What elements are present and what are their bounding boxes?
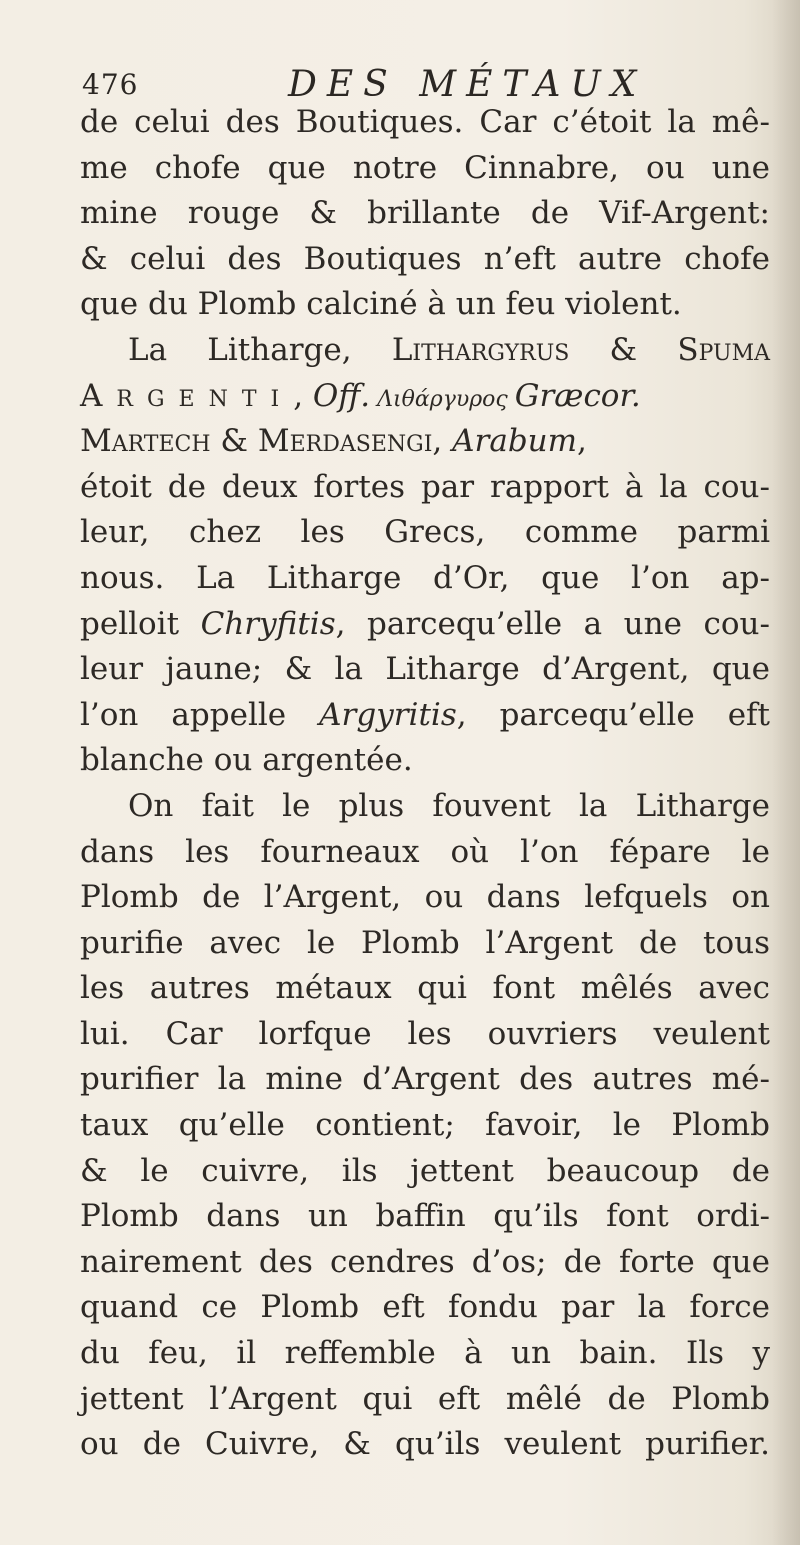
text-line: & celui des Boutiques n’eft autre chofe	[80, 240, 770, 277]
text-segment: ,	[293, 377, 313, 414]
page-number: 476	[82, 68, 139, 101]
text-segment: l’on appelle	[80, 696, 320, 733]
text-segment: ,	[577, 423, 587, 460]
text-line: mine rouge & brillante de Vif-Argent:	[80, 195, 770, 232]
arabic-term: Merdasengi	[257, 423, 433, 460]
text-line: de celui des Boutiques. Car c’étoit la mê-	[80, 104, 770, 140]
text-line: leur, chez les Grecs, comme parmi	[80, 514, 770, 551]
text-line: lui. Car lorfque les ouvriers veulent	[80, 1015, 770, 1052]
text-segment: , parcequ’elle a une cou-	[335, 605, 770, 642]
text-segment: ,	[432, 423, 453, 460]
page-edge-shadow	[772, 0, 800, 1545]
greek-name: Chryfitis	[200, 605, 336, 642]
text-line: purifie avec le Plomb l’Argent de tous	[80, 924, 770, 961]
text-line	[80, 328, 770, 374]
text-line: que du Plomb calciné à un feu violent.	[80, 286, 682, 323]
text-line: les autres métaux qui font mêlés avec	[80, 970, 770, 1007]
text-line: nous. La Litharge d’Or, que l’on ap-	[80, 559, 770, 596]
text-segment: La Litharge,	[128, 331, 392, 368]
text-segment: pelloit	[80, 605, 201, 642]
text-line: & le cuivre, ils jettent beaucoup de	[80, 1152, 770, 1189]
text-line: étoit de deux fortes par rapport à la cou-	[80, 468, 770, 505]
text-line	[80, 374, 770, 420]
text-line: me chofe que notre Cinnabre, ou une	[80, 149, 770, 186]
text-line	[80, 602, 770, 648]
abbreviation: Off.	[312, 377, 371, 414]
text-segment: , parcequ’elle eft	[456, 696, 770, 733]
text-line: du feu, il reffemble à un bain. Ils y	[80, 1335, 770, 1372]
text-line: On fait le plus fouvent la Litharge	[128, 787, 770, 824]
text-line: taux qu’elle contient; favoir, le Plomb	[80, 1107, 770, 1144]
text-line: nairement des cendres d’os; de forte que	[80, 1243, 770, 1280]
latin-term: Argenti	[80, 377, 294, 414]
text-line	[80, 693, 770, 739]
text-line: leur jaune; & la Litharge d’Argent, que	[80, 651, 770, 688]
text-line: dans les fourneaux où l’on fépare le	[80, 833, 770, 870]
text-line	[80, 419, 770, 465]
running-title: DES MÉTAUX	[288, 64, 647, 105]
text-line: Plomb de l’Argent, ou dans lefquels on	[80, 879, 770, 916]
body-text	[80, 100, 770, 1468]
text-line: blanche ou argentée.	[80, 742, 413, 779]
text-segment: &	[569, 331, 678, 368]
latin-term: Spuma	[677, 331, 770, 368]
text-line: quand ce Plomb eft fondu par la force	[80, 1289, 770, 1326]
arabic-term: Martech	[80, 423, 211, 460]
text-line: ou de Cuivre, & qu’ils veulent purifier.	[80, 1426, 770, 1463]
language-label: Arabum	[452, 423, 578, 460]
text-segment: &	[210, 423, 258, 460]
text-line: jettent l’Argent qui eft mêlé de Plomb	[80, 1380, 770, 1417]
text-line: Plomb dans un baffin qu’ils font ordi-	[80, 1198, 770, 1235]
text-line: purifier la mine d’Argent des autres mé-	[80, 1061, 770, 1098]
latin-term: Lithargyrus	[391, 331, 570, 368]
language-label: Græcor.	[514, 377, 641, 414]
greek-term: Λιθάργυρος	[370, 386, 515, 412]
greek-name: Argyritis	[319, 696, 457, 733]
